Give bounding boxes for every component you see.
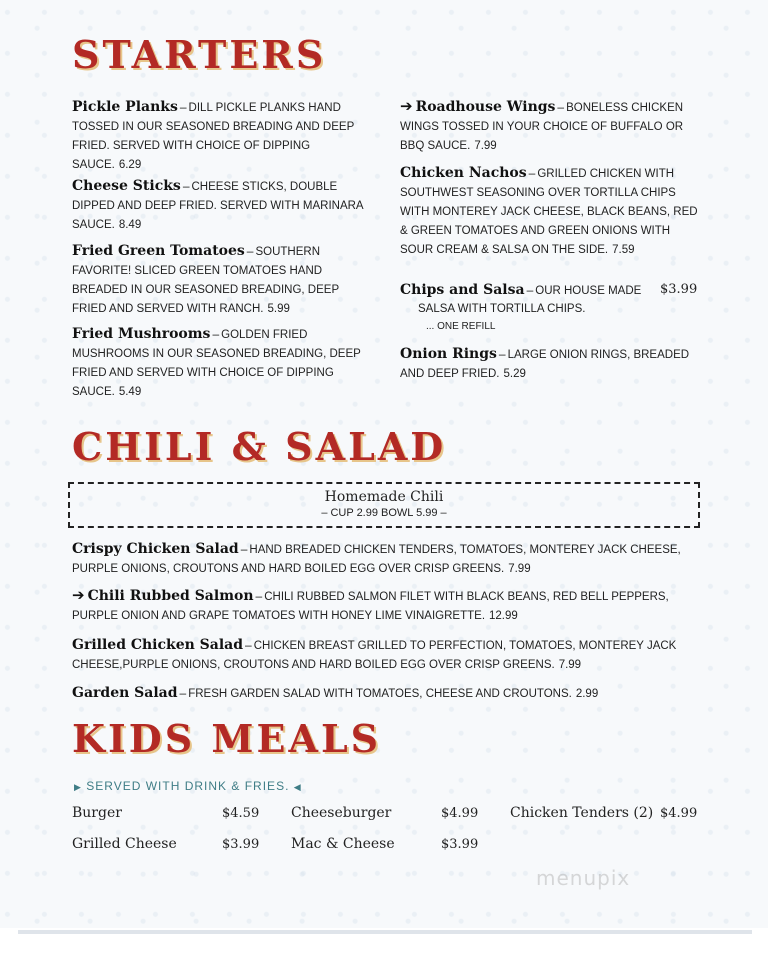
item-price: 5.99 <box>267 303 290 315</box>
item-price: 12.99 <box>489 610 518 622</box>
item-price: $3.99 <box>660 282 698 297</box>
item-name: Crispy Chicken Salad <box>72 541 239 557</box>
item-desc: LARGE ONION RINGS, BREADED AND DEEP FRIED. <box>400 349 690 380</box>
menu-item-grilled-chicken-salad: Grilled Chicken Salad – CHICKEN BREAST GRILLED TO PERFECTION, TOMATOES, MONTEREY JACK CHEESE,PURPLE ONIONS, CROUTONS AND HARD BOILED EGG OVER CRISP GREENS. 7.99 <box>72 637 677 671</box>
menu-item-fried-mushrooms: Fried Mushrooms – GOLDEN FRIED MUSHROOMS IN OUR SEASONED BREADING, DEEP FRIED AND SERVED WITH CHOICE OF DIPPING SAUCE. 5.49 <box>72 326 361 398</box>
item-desc: CHILI RUBBED SALMON FILET WITH BLACK BEANS, RED BELL PEPPERS, PURPLE ONION AND GRAPE TOMATOES WITH HONEY LIME VINAIGRETTE. <box>72 591 669 622</box>
menu-item-roadhouse-wings: ➔ Roadhouse Wings – BONELESS CHICKEN WINGS TOSSED IN YOUR CHOICE OF BUFFALO OR BBQ SAUCE. 7.99 <box>400 98 684 152</box>
menu-item-chicken-nachos: Chicken Nachos – GRILLED CHICKEN WITH SOUTHWEST SEASONING OVER TORTILLA CHIPS WITH MONTEREY JACK CHEESE, BLACK BEANS, RED & GREEN TOMATOES AND GREEN ONIONS WITH SOUR CREAM & SALSA ON THE SIDE. 7.59 <box>400 165 698 256</box>
arrow-right-icon: ➔ <box>400 98 413 115</box>
chili-prices: – CUP 2.99 BOWL 5.99 – <box>321 507 447 519</box>
item-note: ... ONE REFILL <box>426 321 496 332</box>
menu-item-onion-rings: Onion Rings – LARGE ONION RINGS, BREADED AND DEEP FRIED. 5.29 <box>400 346 690 380</box>
item-name: Onion Rings <box>400 346 497 362</box>
kids-item-price: $3.99 <box>441 837 479 852</box>
item-desc: OUR HOUSE MADE <box>535 285 642 297</box>
menu-item-fried-green-tomatoes: Fried Green Tomatoes – SOUTHERN FAVORITE! SLICED GREEN TOMATOES HAND BREADED IN OUR SEASONED BREADING, DEEP FRIED AND SERVED WITH RANCH. 5.99 <box>72 243 339 315</box>
item-desc: GOLDEN FRIED MUSHROOMS IN OUR SEASONED BREADING, DEEP FRIED AND SERVED WITH CHOICE OF DIPPING SAUCE. <box>72 329 361 398</box>
item-desc: SOUTHERN FAVORITE! SLICED GREEN TOMATOES HAND BREADED IN OUR SEASONED BREADING, DEEP FRIED AND SERVED WITH RANCH. <box>72 246 339 315</box>
menu-item-crispy-chicken-salad: Crispy Chicken Salad – HAND BREADED CHICKEN TENDERS, TOMATOES, MONTEREY JACK CHEESE, PURPLE ONIONS, CROUTONS AND HARD BOILED EGG OVER CRISP GREENS. 7.99 <box>72 541 681 575</box>
menu-item-pickle-planks: Pickle Planks – DILL PICKLE PLANKS HAND TOSSED IN OUR SEASONED BREADING AND DEEP FRIED. SERVED WITH CHOICE OF DIPPING SAUCE. 6.29 <box>72 99 355 171</box>
bottom-divider <box>18 930 752 934</box>
item-desc: CHEESE STICKS, DOUBLE DIPPED AND DEEP FRIED. SERVED WITH MARINARA SAUCE. <box>72 181 363 231</box>
item-name: Roadhouse Wings <box>415 99 556 115</box>
starters-title: STARTERS <box>72 32 327 77</box>
item-desc: CHICKEN BREAST GRILLED TO PERFECTION, TOMATOES, MONTEREY JACK CHEESE,PURPLE ONIONS, CROUTONS AND HARD BOILED EGG OVER CRISP GREENS. <box>72 640 677 671</box>
kids-item-name: Grilled Cheese <box>72 836 177 852</box>
kids-item-name: Mac & Cheese <box>291 836 395 852</box>
kids-item-price: $4.99 <box>441 806 479 821</box>
homemade-chili-box <box>68 482 700 528</box>
item-name: Chicken Nachos <box>400 165 527 181</box>
item-price: 5.29 <box>503 368 526 380</box>
item-desc-2: SALSA WITH TORTILLA CHIPS. <box>418 303 586 315</box>
item-desc: BONELESS CHICKEN WINGS TOSSED IN YOUR CHOICE OF BUFFALO OR BBQ SAUCE. <box>400 102 684 152</box>
item-name: Grilled Chicken Salad <box>72 637 244 653</box>
item-price: 7.59 <box>612 244 635 256</box>
triangle-left-icon: ◀ <box>293 782 302 792</box>
kids-note-text: SERVED WITH DRINK & FRIES. <box>86 779 290 793</box>
kids-note <box>74 779 302 793</box>
item-name: Chips and Salsa <box>400 282 525 298</box>
kids-item-price: $3.99 <box>222 837 260 852</box>
item-desc: DILL PICKLE PLANKS HAND TOSSED IN OUR SEASONED BREADING AND DEEP FRIED. SERVED WITH CHOICE OF DIPPING SAUCE. <box>72 102 355 171</box>
item-name: Chili Rubbed Salmon <box>87 588 254 604</box>
kids-meals-title: KIDS MEALS <box>72 716 382 761</box>
kids-item-name: Burger <box>72 805 122 821</box>
item-name: Fried Green Tomatoes <box>72 243 245 259</box>
kids-item-name: Chicken Tenders (2) <box>510 805 654 821</box>
menu-item-garden-salad: Garden Salad – FRESH GARDEN SALAD WITH TOMATOES, CHEESE AND CROUTONS. 2.99 <box>72 685 599 701</box>
item-name: Garden Salad <box>72 685 178 701</box>
triangle-right-icon: ▶ <box>74 782 82 792</box>
item-price: 7.99 <box>558 659 582 671</box>
item-price: 6.29 <box>118 159 142 171</box>
menu-item-chips-and-salsa: Chips and Salsa – OUR HOUSE MADE $3.99 SALSA WITH TORTILLA CHIPS. ... ONE REFILL <box>400 281 700 336</box>
watermark: menupix <box>536 866 631 890</box>
item-price: 5.49 <box>118 386 142 398</box>
item-price: 7.99 <box>474 140 497 152</box>
chili-name: Homemade Chili <box>324 489 444 505</box>
item-desc: HAND BREADED CHICKEN TENDERS, TOMATOES, MONTEREY JACK CHEESE, PURPLE ONIONS, CROUTONS AND HARD BOILED EGG OVER CRISP GREENS. <box>72 544 681 575</box>
item-price: 7.99 <box>508 563 531 575</box>
chili-salad-title: CHILI & SALAD <box>72 424 447 469</box>
arrow-right-icon: ➔ <box>72 587 85 604</box>
item-name: Pickle Planks <box>72 99 178 115</box>
item-price: 2.99 <box>575 688 599 700</box>
item-name: Cheese Sticks <box>72 178 181 194</box>
item-price: 8.49 <box>118 219 142 231</box>
item-name: Fried Mushrooms <box>72 326 211 342</box>
menu-item-chili-rubbed-salmon: ➔ Chili Rubbed Salmon – CHILI RUBBED SALMON FILET WITH BLACK BEANS, RED BELL PEPPERS, PURPLE ONION AND GRAPE TOMATOES WITH HONEY LIME VINAIGRETTE. 12.99 <box>72 587 669 622</box>
kids-item-price: $4.99 <box>660 806 698 821</box>
kids-item-price: $4.59 <box>222 806 260 821</box>
menu-item-cheese-sticks: Cheese Sticks – CHEESE STICKS, DOUBLE DIPPED AND DEEP FRIED. SERVED WITH MARINARA SAUCE. 8.49 <box>72 178 363 231</box>
kids-item-name: Cheeseburger <box>291 805 392 821</box>
item-desc: FRESH GARDEN SALAD WITH TOMATOES, CHEESE AND CROUTONS. <box>188 688 572 700</box>
item-desc: GRILLED CHICKEN WITH SOUTHWEST SEASONING OVER TORTILLA CHIPS WITH MONTEREY JACK CHEESE, BLACK BEANS, RED & GREEN TOMATOES AND GREEN ONIONS WITH SOUR CREAM & SALSA ON THE SIDE. <box>400 168 698 256</box>
